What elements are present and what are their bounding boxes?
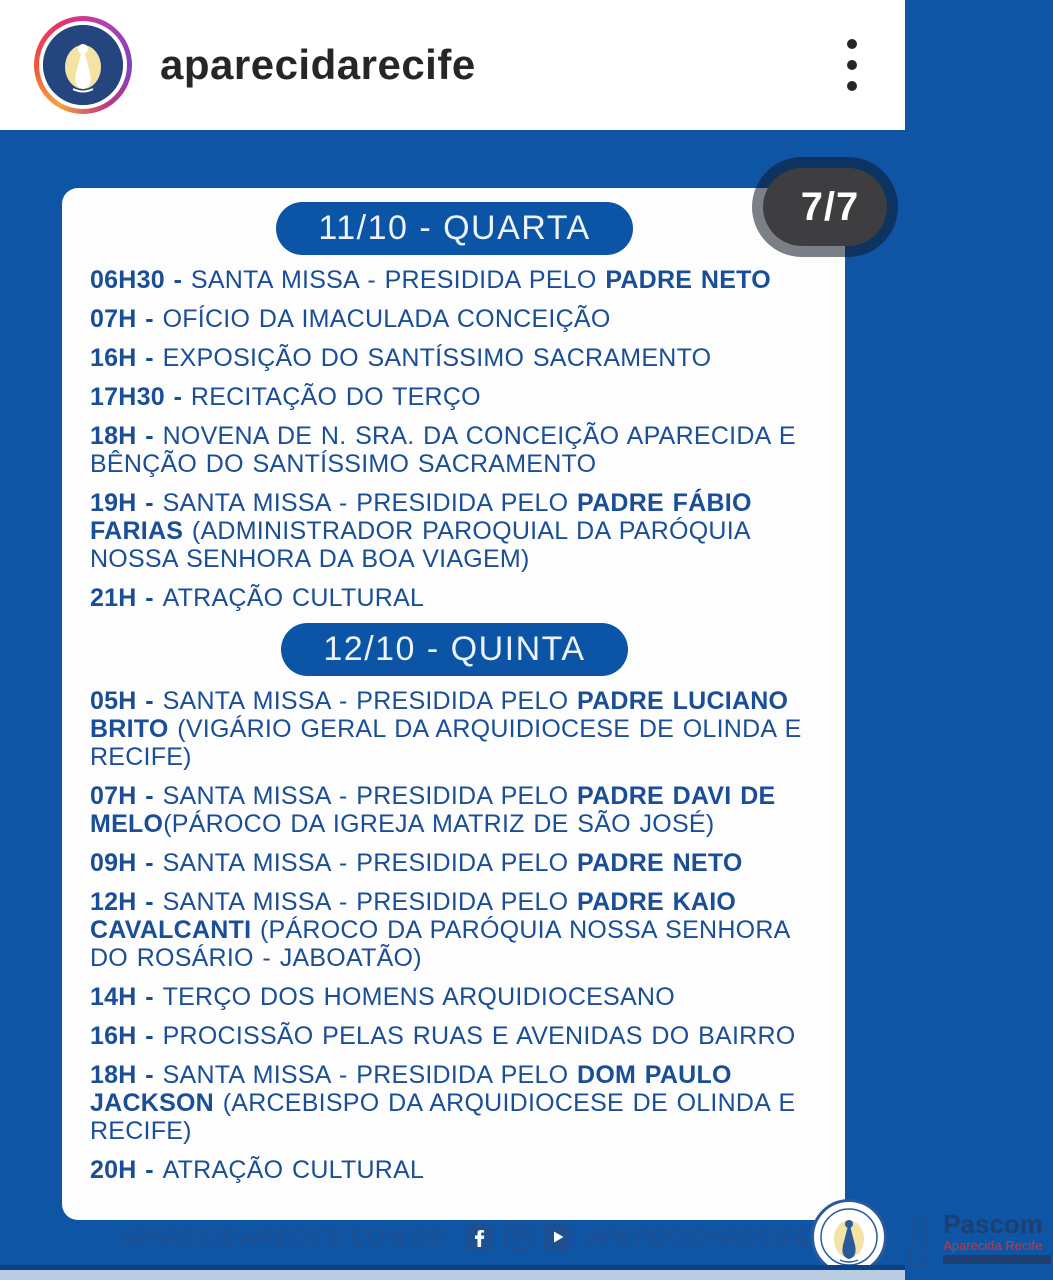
date-pill: 12/10 - QUINTA bbox=[281, 623, 627, 676]
schedule-item: 19H - SANTA MISSA - PRESIDIDA PELO PADRE FÁBIO FARIAS (ADMINISTRADOR PAROQUIAL DA PARÓQUIA NOSSA SENHORA DA BOA VIAGEM) bbox=[90, 489, 752, 573]
schedule-item: 18H - NOVENA DE N. SRA. DA CONCEIÇÃO APARECIDA E BÊNÇÃO DO SANTÍSSIMO SACRAMENTO bbox=[90, 422, 796, 478]
schedule-item: 17H30 - RECITAÇÃO DO TERÇO bbox=[90, 383, 481, 411]
pascom-subtitle: Aparecida Recife bbox=[943, 1237, 1043, 1253]
social-handle-text: APARECIDARECIFE bbox=[585, 1223, 812, 1250]
more-options-button[interactable] bbox=[833, 29, 871, 101]
sanctuary-seal-icon bbox=[811, 1199, 887, 1275]
facebook-icon bbox=[464, 1222, 494, 1252]
instagram-icon bbox=[503, 1222, 533, 1252]
schedule-item: 05H - SANTA MISSA - PRESIDIDA PELO PADRE LUCIANO BRITO (VIGÁRIO GERAL DA ARQUIDIOCESE DE OLINDA E RECIFE) bbox=[90, 687, 802, 771]
basilica-icon bbox=[901, 1205, 937, 1269]
schedule-item: 06H30 - SANTA MISSA - PRESIDIDA PELO PADRE NETO bbox=[90, 266, 771, 294]
schedule-item: 07H - SANTA MISSA - PRESIDIDA PELO PADRE DAVI DE MELO(PÁROCO DA IGREJA MATRIZ DE SÃO JOSÉ) bbox=[90, 782, 776, 838]
schedule-item: 18H - SANTA MISSA - PRESIDIDA PELO DOM PAULO JACKSON (ARCEBISPO DA ARQUIDIOCESE DE OLINDA E RECIFE) bbox=[90, 1061, 796, 1145]
schedule-item: 14H - TERÇO DOS HOMENS ARQUIDIOCESANO bbox=[90, 983, 675, 1011]
pascom-logo bbox=[901, 1205, 1051, 1269]
schedule-item: 16H - EXPOSIÇÃO DO SANTÍSSIMO SACRAMENTO bbox=[90, 344, 712, 372]
schedule-item: 16H - PROCISSÃO PELAS RUAS E AVENIDAS DO BAIRRO bbox=[90, 1022, 796, 1050]
menu-dot-icon bbox=[847, 60, 857, 70]
pascom-bar bbox=[943, 1255, 1051, 1264]
footer-logos bbox=[811, 1199, 1053, 1275]
menu-dot-icon bbox=[847, 81, 857, 91]
pascom-name: Pascom bbox=[943, 1208, 1043, 1239]
post-image[interactable] bbox=[0, 130, 1043, 1280]
sanctuary-logo-icon bbox=[43, 25, 123, 105]
schedule-item: 21H - ATRAÇÃO CULTURAL bbox=[90, 584, 425, 612]
date-pill: 11/10 - QUARTA bbox=[276, 202, 632, 255]
profile-username[interactable]: aparecidarecife bbox=[160, 41, 476, 88]
schedule-item: 20H - ATRAÇÃO CULTURAL bbox=[90, 1156, 425, 1184]
website-text: APARECIDARECIFE.COM.BR bbox=[118, 1223, 446, 1250]
carousel-page-label: 7/7 bbox=[800, 184, 860, 229]
schedule-item: 09H - SANTA MISSA - PRESIDIDA PELO PADRE NETO bbox=[90, 849, 743, 877]
avatar-ring-gap bbox=[39, 21, 127, 109]
bottom-light-strip bbox=[0, 1270, 905, 1280]
schedule-item: 12H - SANTA MISSA - PRESIDIDA PELO PADRE KAIO CAVALCANTI (PÁROCO DA PARÓQUIA NOSSA SENHORA DO ROSÁRIO - JABOATÃO) bbox=[90, 888, 790, 972]
youtube-icon bbox=[542, 1222, 572, 1252]
post-header bbox=[0, 0, 905, 130]
profile-avatar[interactable] bbox=[34, 16, 132, 114]
carousel-page-badge bbox=[763, 168, 887, 246]
schedule-item: 07H - OFÍCIO DA IMACULADA CONCEIÇÃO bbox=[90, 305, 611, 333]
schedule-sections bbox=[90, 198, 819, 1195]
social-icons bbox=[464, 1222, 572, 1252]
schedule-card bbox=[62, 188, 1043, 1253]
menu-dot-icon bbox=[847, 39, 857, 49]
